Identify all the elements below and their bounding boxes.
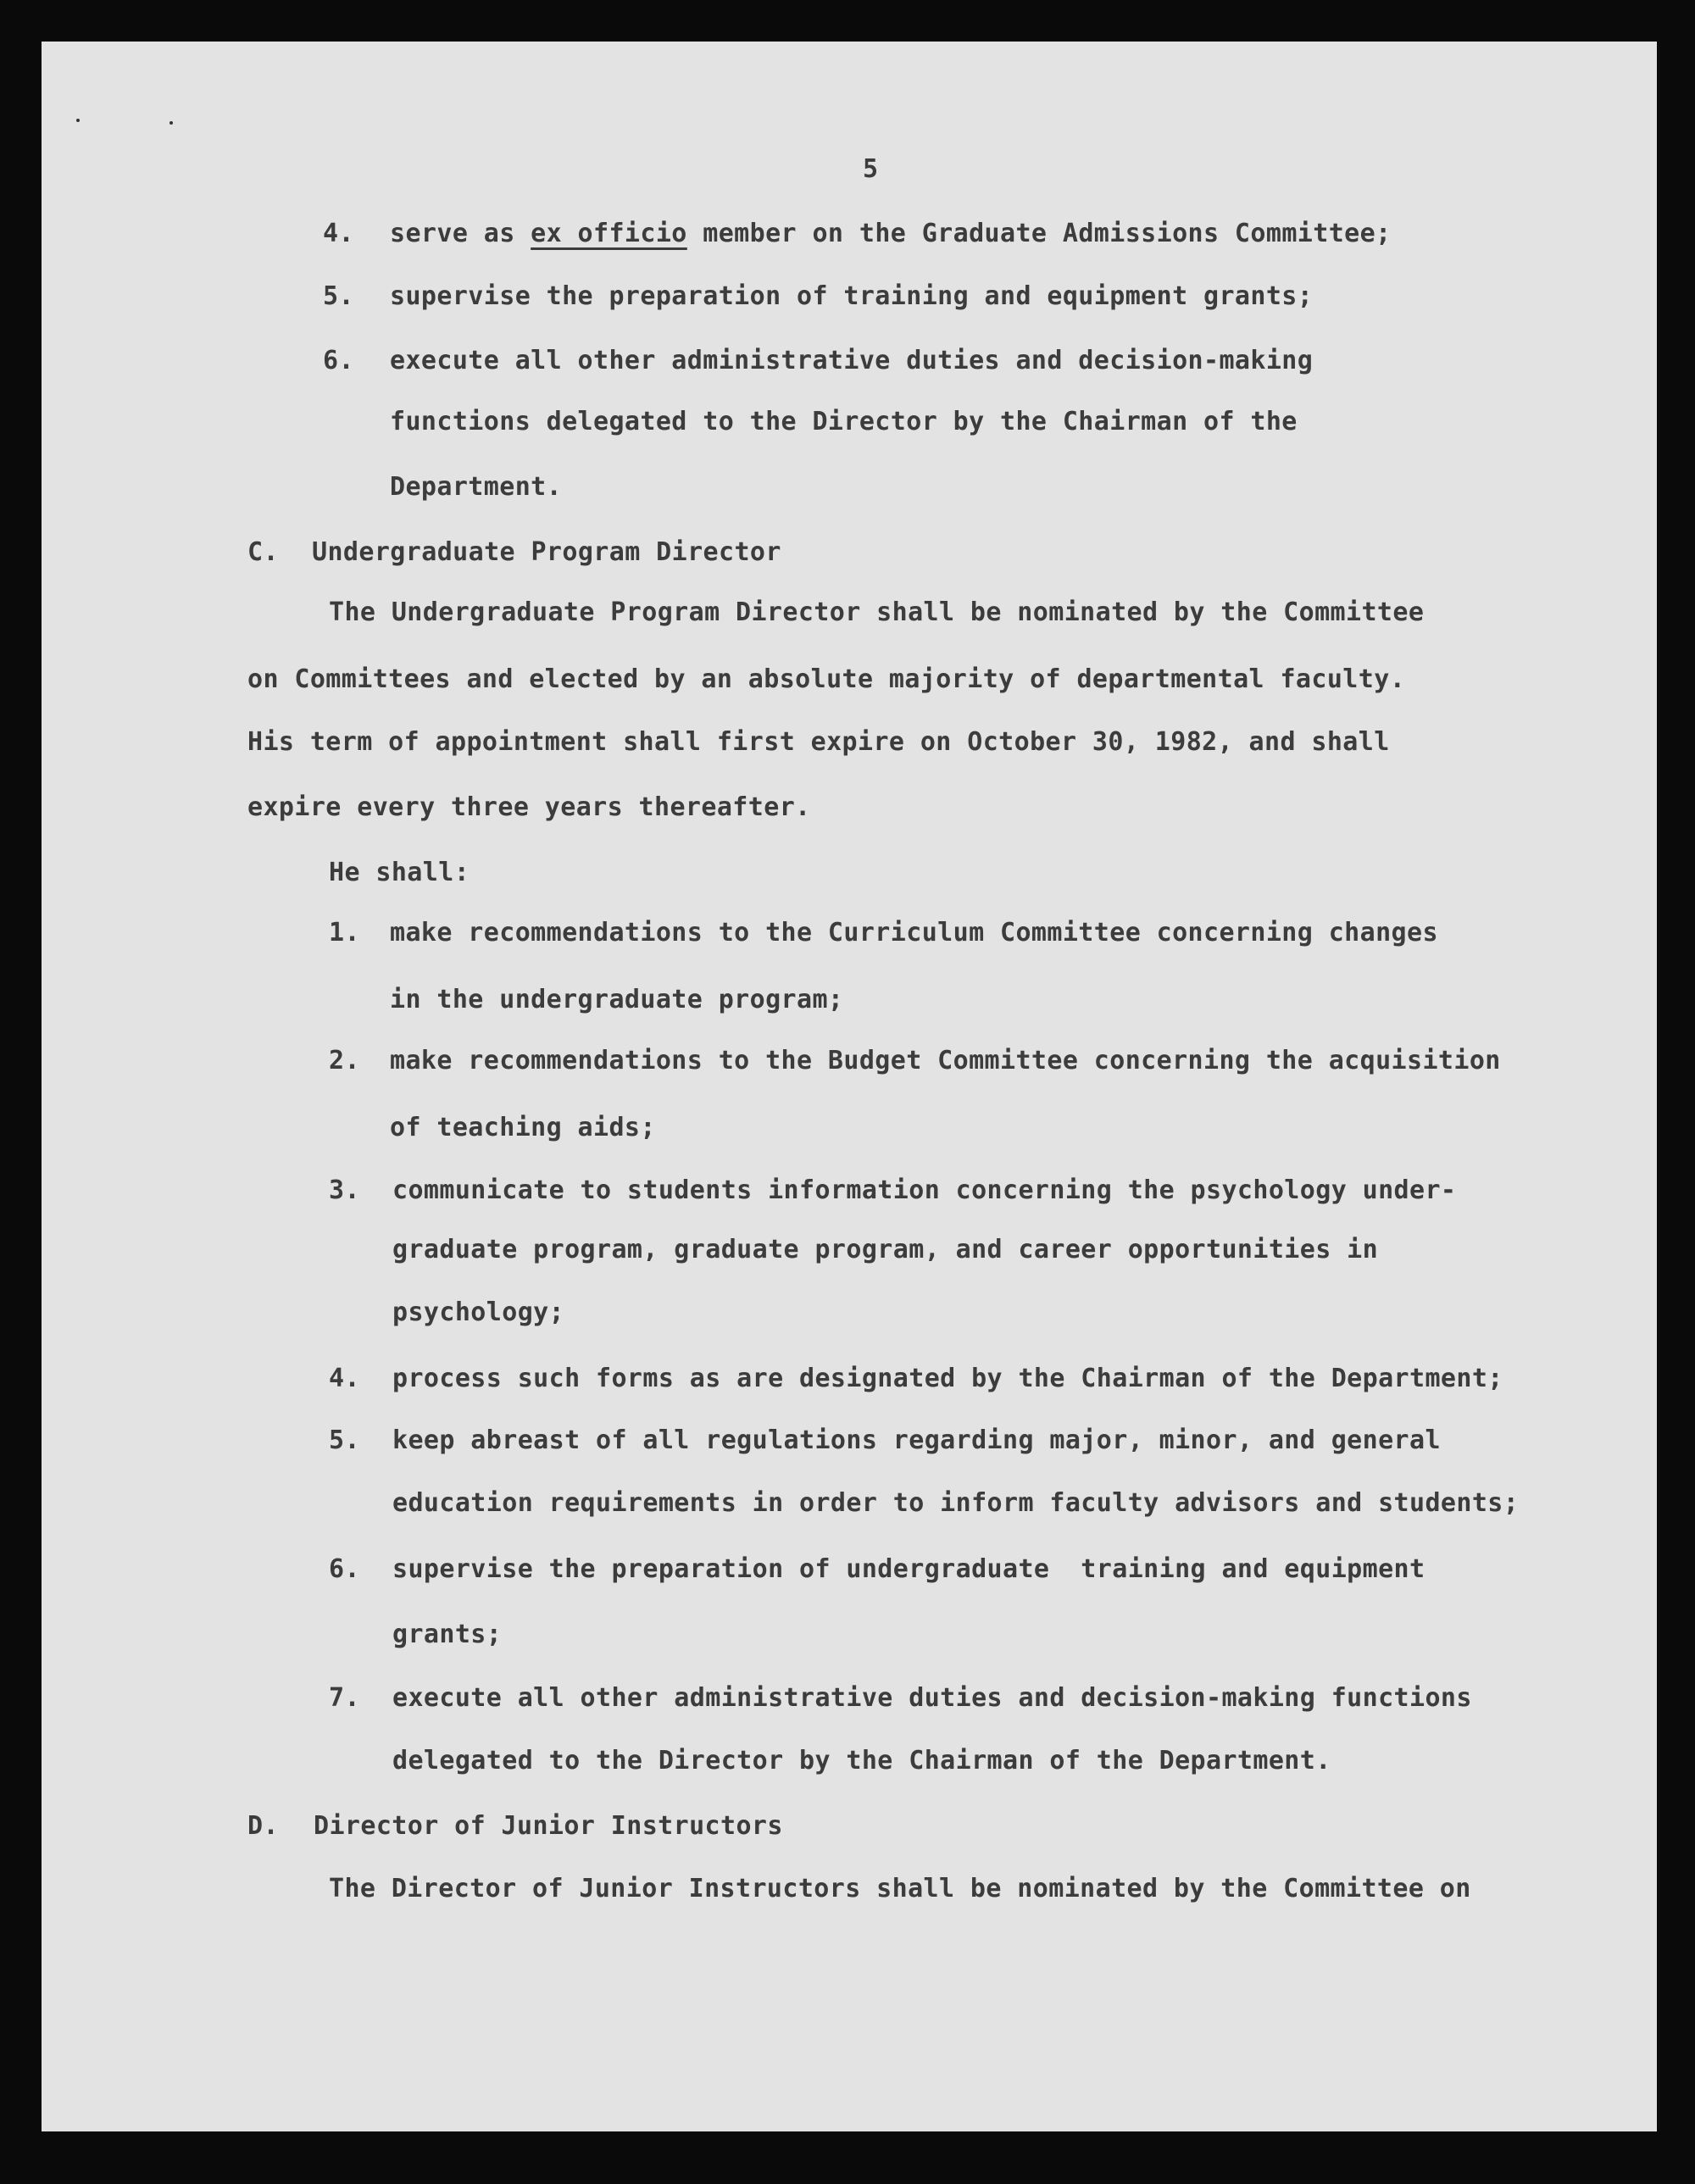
paragraph-line: The Undergraduate Program Director shall be nominated by the Committee	[329, 597, 1425, 627]
list-number: 1.	[329, 918, 360, 948]
list-number: 3.	[329, 1175, 360, 1205]
text: serve as	[390, 219, 531, 248]
list-number: 6.	[323, 346, 354, 375]
section-heading: Undergraduate Program Director	[312, 537, 781, 567]
page-number: 5	[863, 154, 879, 184]
list-item-text: make recommendations to the Budget Committee concerning the acquisition	[390, 1046, 1501, 1075]
list-number: 4.	[323, 219, 354, 248]
list-item-text: functions delegated to the Director by the Chairman of the	[390, 407, 1298, 436]
paragraph-line: expire every three years thereafter.	[247, 792, 811, 822]
list-number: 5.	[323, 281, 354, 311]
list-item-text: keep abreast of all regulations regarding major, minor, and general	[392, 1425, 1441, 1455]
list-item-text: process such forms as are designated by the Chairman of the Department;	[392, 1364, 1503, 1393]
paragraph-line: The Director of Junior Instructors shall be nominated by the Committee on	[329, 1874, 1471, 1903]
list-item-text: in the undergraduate program;	[390, 985, 844, 1014]
list-item-text: delegated to the Director by the Chairman of the Department.	[392, 1746, 1331, 1776]
speck	[170, 121, 173, 125]
paragraph-line: on Committees and elected by an absolute majority of departmental faculty.	[247, 664, 1406, 694]
speck	[76, 119, 80, 122]
list-item-text: grants;	[392, 1620, 503, 1649]
list-number: 6.	[329, 1554, 360, 1584]
list-item-text: education requirements in order to inform faculty advisors and students;	[392, 1488, 1520, 1518]
list-item-text: Department.	[390, 472, 563, 502]
list-item-text: graduate program, graduate program, and career opportunities in	[392, 1235, 1379, 1264]
list-item-text: communicate to students information concerning the psychology under-	[392, 1175, 1457, 1205]
list-item-text: supervise the preparation of undergraduate training and equipment	[392, 1554, 1425, 1584]
list-item-text: psychology;	[392, 1298, 565, 1327]
list-item-text: make recommendations to the Curriculum Committee concerning changes	[390, 918, 1438, 948]
list-item-text: supervise the preparation of training and equipment grants;	[390, 281, 1314, 311]
paragraph-line: His term of appointment shall first expire on October 30, 1982, and shall	[247, 727, 1390, 757]
section-letter: C.	[247, 537, 279, 567]
intro-text: He shall:	[329, 858, 470, 887]
section-letter: D.	[247, 1811, 279, 1841]
list-item-text: of teaching aids;	[390, 1113, 656, 1142]
list-item-text: execute all other administrative duties and decision-making	[390, 346, 1314, 375]
list-item-text: execute all other administrative duties and decision-making functions	[392, 1683, 1472, 1713]
underlined-term: ex officio	[531, 219, 687, 248]
section-heading: Director of Junior Instructors	[314, 1811, 783, 1841]
list-number: 4.	[329, 1364, 360, 1393]
list-item-text	[390, 219, 1392, 249]
list-number: 2.	[329, 1046, 360, 1075]
list-number: 5.	[329, 1425, 360, 1455]
text: member on the Graduate Admissions Committee;	[686, 219, 1392, 248]
list-number: 7.	[329, 1683, 360, 1713]
